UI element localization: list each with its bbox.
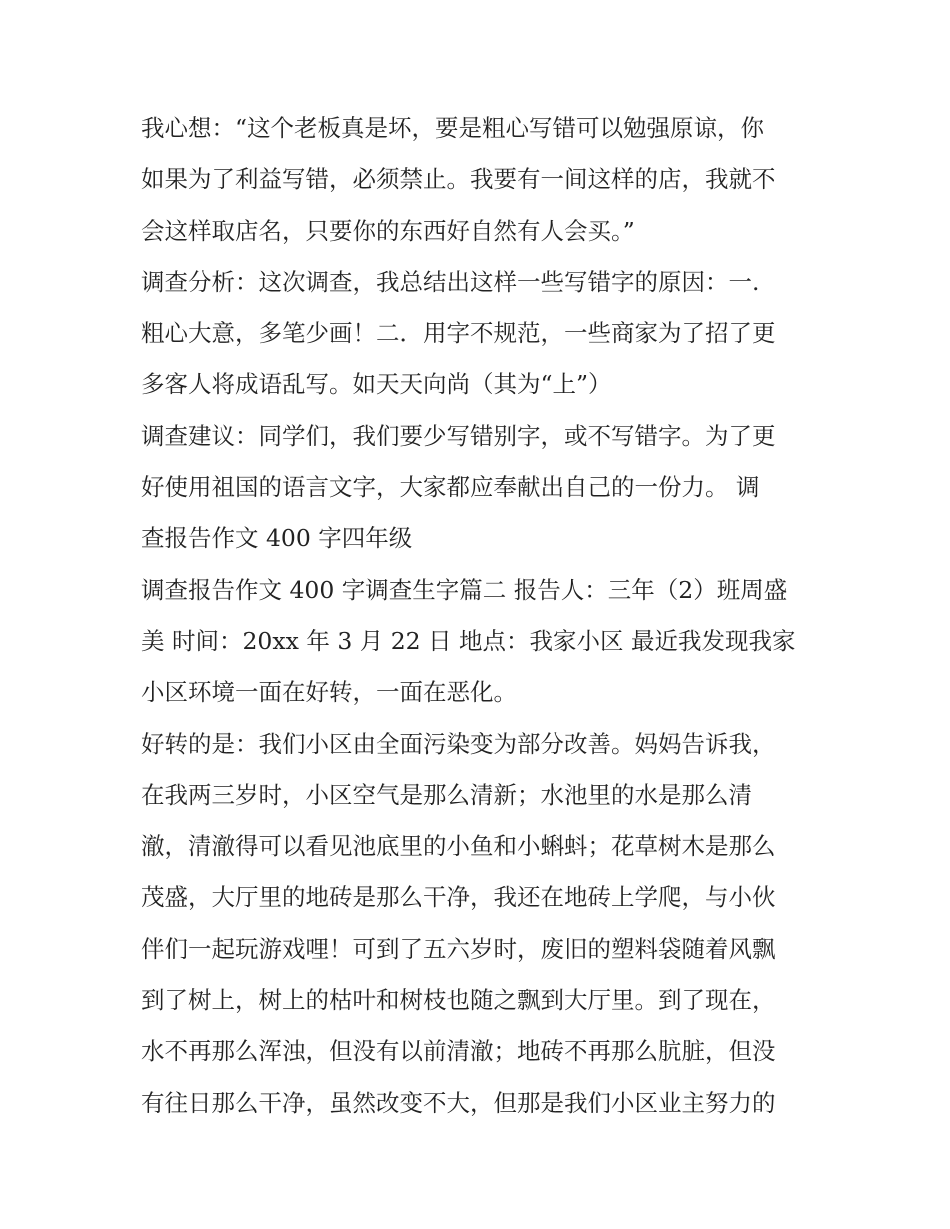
- text-line: 水不再那么浑浊，但没有以前清澈；地砖不再那么肮脏，但没: [141, 1037, 776, 1066]
- text-line: 茂盛，大厅里的地砖是那么干净，我还在地砖上学爬，与小伙: [141, 883, 776, 912]
- text-line: 在我两三岁时，小区空气是那么清新；水池里的水是那么清: [141, 780, 752, 809]
- text-line: 会这样取店名，只要你的东西好自然有人会买。”: [141, 216, 635, 245]
- text-line: 到了树上，树上的枯叶和树枝也随之飘到大厅里。到了现在，: [141, 986, 776, 1015]
- text-line: 小区环境一面在好转，一面在恶化。: [141, 678, 517, 707]
- text-line: 调查报告作文 400 字调查生字篇二 报告人：三年（2）班周盛: [141, 575, 788, 604]
- text-line: 好转的是：我们小区由全面污染变为部分改善。妈妈告诉我，: [141, 729, 776, 758]
- text-line: 粗心大意，多笔少画！二．用字不规范，一些商家为了招了更: [141, 319, 776, 348]
- text-line: 美 时间：20xx 年 3 月 22 日 地点：我家小区 最近我发现我家: [141, 626, 796, 655]
- text-line: 澈，清澈得可以看见池底里的小鱼和小蝌蚪；花草树木是那么: [141, 832, 776, 861]
- text-line: 多客人将成语乱写。如天天向尚（其为“上”）: [141, 370, 612, 399]
- text-line: 伴们一起玩游戏哩！可到了五六岁时，废旧的塑料袋随着风飘: [141, 934, 776, 963]
- text-line: 好使用祖国的语言文字，大家都应奉献出自己的一份力。 调: [141, 473, 760, 502]
- text-line: 调查分析：这次调查，我总结出这样一些写错字的原因：一.: [141, 267, 760, 296]
- text-line: 调查建议：同学们，我们要少写错别字，或不写错字。为了更: [141, 421, 776, 450]
- text-line: 有往日那么干净，虽然改变不大，但那是我们小区业主努力的: [141, 1088, 776, 1117]
- document-body: [141, 103, 821, 1129]
- text-line: 查报告作文 400 字四年级: [141, 524, 413, 553]
- text-line: 如果为了利益写错，必须禁止。我要有一间这样的店，我就不: [141, 165, 776, 194]
- text-line: 我心想：“这个老板真是坏，要是粗心写错可以勉强原谅，你: [141, 114, 765, 142]
